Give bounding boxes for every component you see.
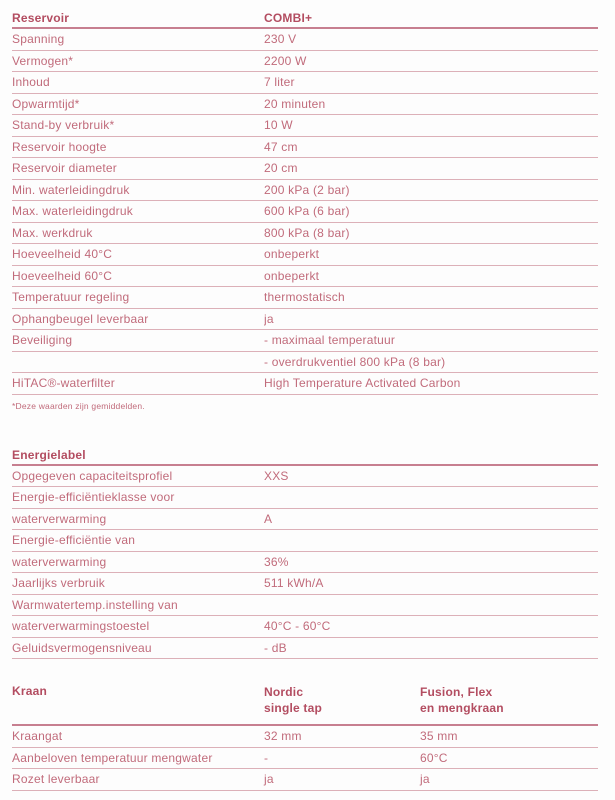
table-row (12, 309, 598, 331)
row-label: Jaarlijks verbruik (12, 576, 105, 591)
row-value: 36% (264, 554, 289, 569)
table-row (12, 509, 598, 531)
row-label: Vermogen* (12, 53, 74, 68)
row-value: onbeperkt (264, 247, 320, 262)
row-value: High Temperature Activated Carbon (264, 376, 461, 391)
section-reservoir (12, 9, 598, 411)
row-value: XXS (264, 468, 289, 483)
row-label: Ophangbeugel leverbaar (12, 311, 149, 326)
table-row (12, 616, 598, 638)
row-label: Rozet leverbaar (12, 772, 100, 787)
table-row (12, 748, 598, 770)
row-label: Aanbeloven temperatuur mengwater (12, 750, 213, 765)
row-label: Opwarmtijd* (12, 96, 80, 111)
table-row (12, 595, 598, 617)
row-label: Max. werkdruk (12, 225, 93, 240)
table-row (12, 158, 598, 180)
column-header-line: single tap (264, 701, 323, 715)
row-value: 511 kWh/A (264, 576, 324, 591)
row-value: - maximaal temperatuur (264, 333, 396, 348)
section-gap (12, 411, 598, 446)
row-label: waterverwarming (12, 554, 107, 569)
row-value-nordic: - (264, 750, 269, 765)
row-label: Stand-by verbruik* (12, 118, 115, 133)
row-value: 47 cm (264, 139, 298, 154)
row-label: Temperatuur regeling (12, 290, 130, 305)
row-value-fusion: 60°C (420, 750, 448, 765)
table-row (12, 769, 598, 791)
row-value: A (264, 511, 273, 526)
row-value: 20 cm (264, 161, 298, 176)
table-row (12, 137, 598, 159)
row-label: Energie-efficiëntieklasse voor (12, 490, 175, 505)
table-row (12, 115, 598, 137)
row-value: 200 kPa (2 bar) (264, 182, 350, 197)
row-value: 10 W (264, 118, 293, 133)
section-title: Reservoir (12, 11, 70, 25)
table-row (12, 552, 598, 574)
row-label: waterverwarmingstoestel (12, 619, 150, 634)
table-row (12, 287, 598, 309)
section-kraan (12, 682, 598, 791)
row-value: ja (264, 311, 274, 326)
column-header-nordic (264, 684, 420, 716)
table-row (12, 266, 598, 288)
column-header-fusion-flex (420, 684, 598, 716)
row-label: Energie-efficiëntie van (12, 533, 136, 548)
row-value-fusion: 35 mm (420, 729, 458, 744)
table-row (12, 573, 598, 595)
column-header-line: Nordic (264, 685, 304, 699)
section-title: Energielabel (12, 447, 86, 462)
table-row (12, 330, 598, 352)
row-value-nordic: 32 mm (264, 729, 302, 744)
section-kraan-header (12, 682, 598, 726)
footnote: *Deze waarden zijn gemiddelden. (12, 400, 145, 411)
table-row (12, 72, 598, 94)
row-label: Min. waterleidingdruk (12, 182, 130, 197)
row-value: 20 minuten (264, 96, 326, 111)
table-row (12, 638, 598, 660)
row-label: Inhoud (12, 75, 50, 90)
table-row (12, 244, 598, 266)
table-row (12, 201, 598, 223)
section-energielabel (12, 446, 598, 660)
table-row (12, 180, 598, 202)
row-value: 600 kPa (6 bar) (264, 204, 350, 219)
row-label: Beveiliging (12, 333, 73, 348)
row-value: - overdrukventiel 800 kPa (8 bar) (264, 354, 446, 369)
row-value: onbeperkt (264, 268, 320, 283)
row-label: Reservoir hoogte (12, 139, 107, 154)
row-label: Hoeveelheid 60°C (12, 268, 113, 283)
table-row (12, 487, 598, 509)
row-value: 7 liter (264, 75, 295, 90)
row-value-fusion: ja (420, 772, 430, 787)
row-label: HiTAC®-waterfilter (12, 376, 115, 391)
column-header-line: Fusion, Flex (420, 685, 493, 699)
table-row (12, 223, 598, 245)
table-row (12, 726, 598, 748)
table-row (12, 29, 598, 51)
table-row (12, 51, 598, 73)
section-energielabel-header (12, 446, 598, 466)
row-label: Warmwatertemp.instelling van (12, 597, 178, 612)
table-row (12, 466, 598, 488)
row-value: 2200 W (264, 53, 307, 68)
table-row (12, 352, 598, 374)
row-label: waterverwarming (12, 511, 107, 526)
row-value: 800 kPa (8 bar) (264, 225, 350, 240)
row-label: Geluidsvermogensniveau (12, 640, 152, 655)
section-title: Kraan (12, 684, 48, 698)
table-row (12, 373, 598, 395)
section-reservoir-header (12, 9, 598, 29)
product-name: COMBI+ (264, 11, 313, 25)
column-header-line: en mengkraan (420, 701, 504, 715)
row-label: Kraangat (12, 729, 63, 744)
row-value: 40°C - 60°C (264, 619, 331, 634)
row-label: Spanning (12, 32, 65, 47)
row-value: 230 V (264, 32, 297, 47)
row-label: Reservoir diameter (12, 161, 117, 176)
row-label: Max. waterleidingdruk (12, 204, 133, 219)
row-label: Opgegeven capaciteitsprofiel (12, 468, 173, 483)
row-value: thermostatisch (264, 290, 345, 305)
row-value-nordic: ja (264, 772, 274, 787)
row-value: - dB (264, 640, 287, 655)
row-label: Hoeveelheid 40°C (12, 247, 113, 262)
table-row (12, 530, 598, 552)
table-row (12, 94, 598, 116)
section-gap (12, 659, 598, 682)
